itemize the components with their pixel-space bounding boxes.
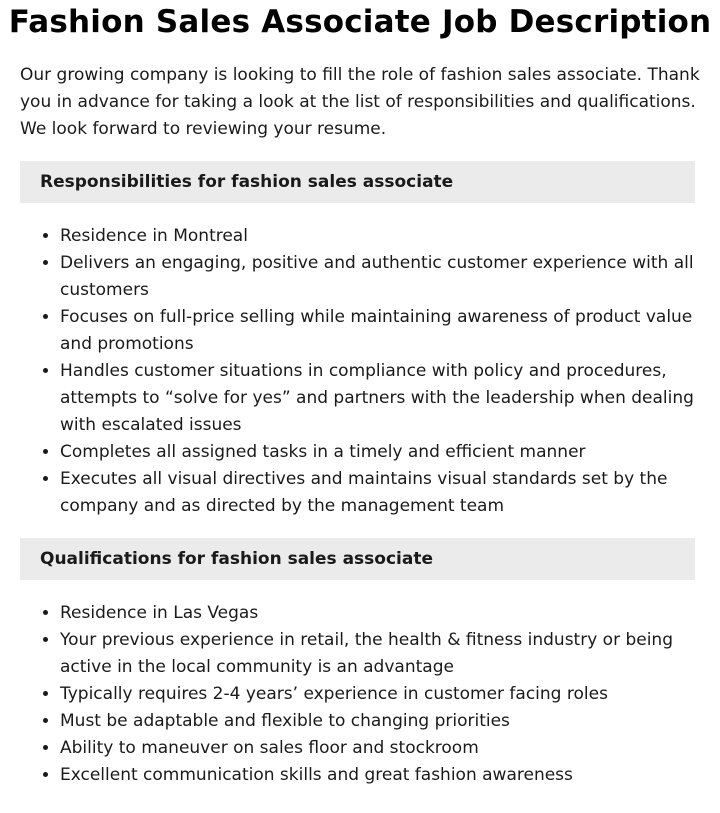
responsibilities-heading: Responsibilities for fashion sales associate <box>20 161 695 203</box>
qualifications-heading: Qualifications for fashion sales associate <box>20 538 695 580</box>
list-item: • Must be adaptable and flexible to changing priorities <box>60 708 695 735</box>
list-item: • Delivers an engaging, positive and authentic customer experience with all customers <box>60 250 695 304</box>
list-item: • Typically requires 2-4 years’ experience in customer facing roles <box>60 681 695 708</box>
list-item: • Focuses on full-price selling while maintaining awareness of product value and promotions <box>60 304 695 358</box>
list-item: • Excellent communication skills and great fashion awareness <box>60 762 695 789</box>
page-title: Fashion Sales Associate Job Description <box>8 4 712 40</box>
list-item: • Handles customer situations in compliance with policy and procedures, attempts to “solve for yes” and partners with the leadership when dealing with escalated issues <box>60 358 695 439</box>
list-item: • Residence in Montreal <box>60 223 695 250</box>
responsibilities-list <box>20 223 695 520</box>
qualifications-list <box>20 600 695 789</box>
list-item: • Ability to maneuver on sales floor and stockroom <box>60 735 695 762</box>
list-item: • Your previous experience in retail, the health & fitness industry or being active in the local community is an advantage <box>60 627 695 681</box>
intro-paragraph: Our growing company is looking to fill the role of fashion sales associate. Thank you in advance for taking a look at the list of responsibilities and qualifications. We look forward to reviewing your resume. <box>20 65 700 139</box>
list-item: • Completes all assigned tasks in a timely and efficient manner <box>60 439 695 466</box>
list-item: • Executes all visual directives and maintains visual standards set by the company and as directed by the management team <box>60 466 695 520</box>
list-item: • Residence in Las Vegas <box>60 600 695 627</box>
